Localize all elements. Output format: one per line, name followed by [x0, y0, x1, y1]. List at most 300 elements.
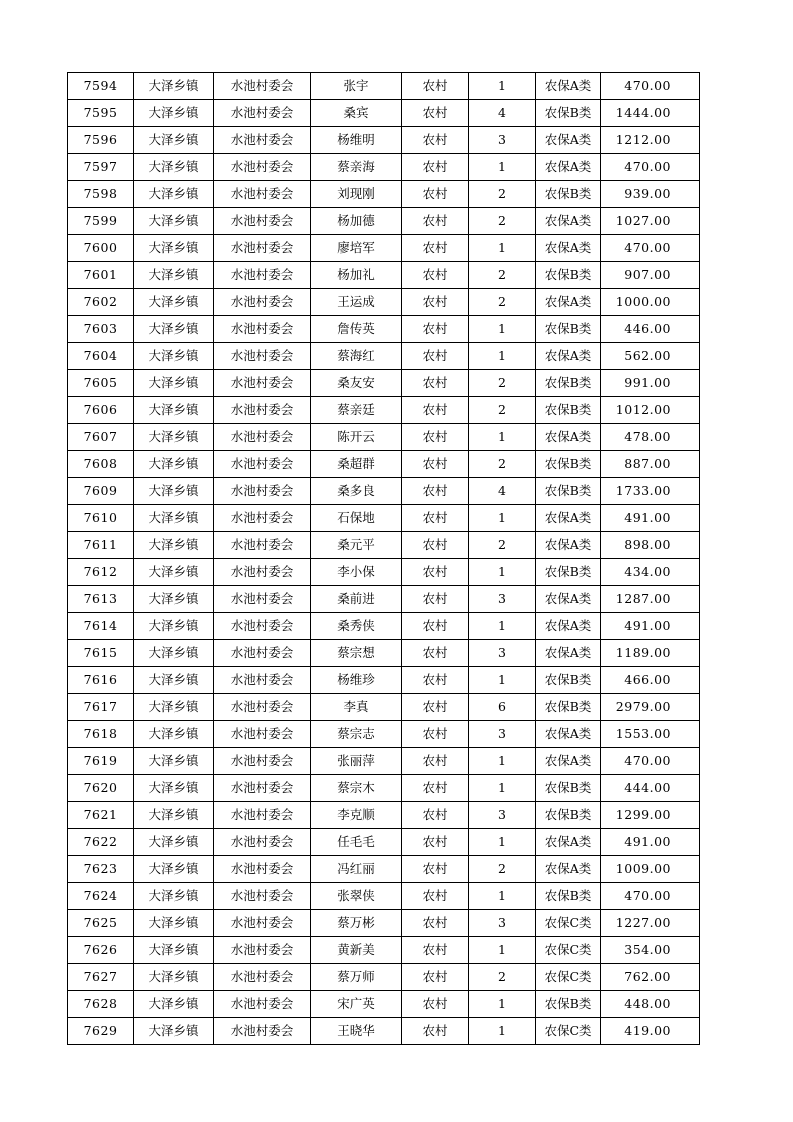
family-size-cell: 2 — [469, 397, 536, 424]
household-type-cell: 农村 — [402, 613, 469, 640]
amount-cell: 1027.00 — [601, 208, 700, 235]
household-type-cell: 农村 — [402, 964, 469, 991]
village-committee-cell: 水池村委会 — [214, 235, 311, 262]
village-committee-cell: 水池村委会 — [214, 181, 311, 208]
insurance-category-cell: 农保B类 — [536, 883, 601, 910]
amount-cell: 562.00 — [601, 343, 700, 370]
insurance-category-cell: 农保A类 — [536, 640, 601, 667]
amount-cell: 478.00 — [601, 424, 700, 451]
person-name-cell: 詹传英 — [311, 316, 402, 343]
family-size-cell: 1 — [469, 829, 536, 856]
record-id-cell: 7618 — [68, 721, 134, 748]
township-cell: 大泽乡镇 — [134, 208, 214, 235]
township-cell: 大泽乡镇 — [134, 586, 214, 613]
person-name-cell: 蔡宗志 — [311, 721, 402, 748]
village-committee-cell: 水池村委会 — [214, 316, 311, 343]
record-id-cell: 7599 — [68, 208, 134, 235]
amount-cell: 466.00 — [601, 667, 700, 694]
family-size-cell: 2 — [469, 262, 536, 289]
amount-cell: 491.00 — [601, 613, 700, 640]
household-type-cell: 农村 — [402, 100, 469, 127]
amount-cell: 491.00 — [601, 505, 700, 532]
household-type-cell: 农村 — [402, 559, 469, 586]
table-row — [68, 505, 700, 532]
amount-cell: 491.00 — [601, 829, 700, 856]
village-committee-cell: 水池村委会 — [214, 208, 311, 235]
insurance-category-cell: 农保B类 — [536, 694, 601, 721]
person-name-cell: 廖培军 — [311, 235, 402, 262]
village-committee-cell: 水池村委会 — [214, 802, 311, 829]
amount-cell: 470.00 — [601, 883, 700, 910]
township-cell: 大泽乡镇 — [134, 316, 214, 343]
village-committee-cell: 水池村委会 — [214, 883, 311, 910]
record-id-cell: 7616 — [68, 667, 134, 694]
person-name-cell: 蔡万师 — [311, 964, 402, 991]
record-id-cell: 7598 — [68, 181, 134, 208]
family-size-cell: 2 — [469, 181, 536, 208]
household-type-cell: 农村 — [402, 181, 469, 208]
person-name-cell: 李克顺 — [311, 802, 402, 829]
amount-cell: 470.00 — [601, 748, 700, 775]
family-size-cell: 4 — [469, 100, 536, 127]
family-size-cell: 2 — [469, 451, 536, 478]
village-committee-cell: 水池村委会 — [214, 613, 311, 640]
village-committee-cell: 水池村委会 — [214, 127, 311, 154]
insurance-category-cell: 农保A类 — [536, 127, 601, 154]
insurance-category-cell: 农保B类 — [536, 802, 601, 829]
insurance-category-cell: 农保C类 — [536, 910, 601, 937]
township-cell: 大泽乡镇 — [134, 802, 214, 829]
record-id-cell: 7621 — [68, 802, 134, 829]
table-row — [68, 73, 700, 100]
insurance-category-cell: 农保A类 — [536, 235, 601, 262]
person-name-cell: 蔡万彬 — [311, 910, 402, 937]
table-row — [68, 154, 700, 181]
township-cell: 大泽乡镇 — [134, 721, 214, 748]
person-name-cell: 蔡海红 — [311, 343, 402, 370]
township-cell: 大泽乡镇 — [134, 775, 214, 802]
village-committee-cell: 水池村委会 — [214, 424, 311, 451]
person-name-cell: 蔡亲海 — [311, 154, 402, 181]
table-row — [68, 289, 700, 316]
household-type-cell: 农村 — [402, 424, 469, 451]
amount-cell: 448.00 — [601, 991, 700, 1018]
amount-cell: 887.00 — [601, 451, 700, 478]
township-cell: 大泽乡镇 — [134, 289, 214, 316]
household-type-cell: 农村 — [402, 829, 469, 856]
family-size-cell: 3 — [469, 640, 536, 667]
family-size-cell: 2 — [469, 532, 536, 559]
household-type-cell: 农村 — [402, 775, 469, 802]
table-row — [68, 1018, 700, 1045]
insurance-category-cell: 农保B类 — [536, 559, 601, 586]
table-row — [68, 667, 700, 694]
amount-cell: 2979.00 — [601, 694, 700, 721]
amount-cell: 1212.00 — [601, 127, 700, 154]
village-committee-cell: 水池村委会 — [214, 775, 311, 802]
amount-cell: 991.00 — [601, 370, 700, 397]
family-size-cell: 1 — [469, 154, 536, 181]
township-cell: 大泽乡镇 — [134, 910, 214, 937]
insurance-category-cell: 农保A类 — [536, 343, 601, 370]
insurance-category-cell: 农保B类 — [536, 316, 601, 343]
township-cell: 大泽乡镇 — [134, 856, 214, 883]
township-cell: 大泽乡镇 — [134, 937, 214, 964]
village-committee-cell: 水池村委会 — [214, 478, 311, 505]
person-name-cell: 桑前进 — [311, 586, 402, 613]
record-id-cell: 7595 — [68, 100, 134, 127]
amount-cell: 419.00 — [601, 1018, 700, 1045]
amount-cell: 907.00 — [601, 262, 700, 289]
family-size-cell: 1 — [469, 424, 536, 451]
family-size-cell: 1 — [469, 991, 536, 1018]
person-name-cell: 蔡宗木 — [311, 775, 402, 802]
person-name-cell: 冯红丽 — [311, 856, 402, 883]
township-cell: 大泽乡镇 — [134, 694, 214, 721]
village-committee-cell: 水池村委会 — [214, 262, 311, 289]
insurance-category-cell: 农保B类 — [536, 262, 601, 289]
family-size-cell: 3 — [469, 910, 536, 937]
village-committee-cell: 水池村委会 — [214, 532, 311, 559]
amount-cell: 1009.00 — [601, 856, 700, 883]
household-type-cell: 农村 — [402, 667, 469, 694]
village-committee-cell: 水池村委会 — [214, 721, 311, 748]
table-row — [68, 910, 700, 937]
record-id-cell: 7628 — [68, 991, 134, 1018]
person-name-cell: 宋广英 — [311, 991, 402, 1018]
table-row — [68, 964, 700, 991]
insurance-category-cell: 农保B类 — [536, 991, 601, 1018]
township-cell: 大泽乡镇 — [134, 829, 214, 856]
family-size-cell: 4 — [469, 478, 536, 505]
person-name-cell: 杨加礼 — [311, 262, 402, 289]
township-cell: 大泽乡镇 — [134, 505, 214, 532]
family-size-cell: 1 — [469, 1018, 536, 1045]
table-row — [68, 451, 700, 478]
amount-cell: 1000.00 — [601, 289, 700, 316]
amount-cell: 939.00 — [601, 181, 700, 208]
insurance-category-cell: 农保B类 — [536, 451, 601, 478]
family-size-cell: 3 — [469, 802, 536, 829]
person-name-cell: 任毛毛 — [311, 829, 402, 856]
table-row — [68, 829, 700, 856]
insurance-category-cell: 农保B类 — [536, 478, 601, 505]
amount-cell: 1299.00 — [601, 802, 700, 829]
insurance-category-cell: 农保A类 — [536, 154, 601, 181]
amount-cell: 1733.00 — [601, 478, 700, 505]
township-cell: 大泽乡镇 — [134, 613, 214, 640]
table-row — [68, 100, 700, 127]
township-cell: 大泽乡镇 — [134, 964, 214, 991]
record-id-cell: 7607 — [68, 424, 134, 451]
household-type-cell: 农村 — [402, 235, 469, 262]
household-type-cell: 农村 — [402, 316, 469, 343]
table-row — [68, 802, 700, 829]
household-type-cell: 农村 — [402, 640, 469, 667]
household-type-cell: 农村 — [402, 910, 469, 937]
household-type-cell: 农村 — [402, 991, 469, 1018]
household-type-cell: 农村 — [402, 208, 469, 235]
table-row — [68, 991, 700, 1018]
household-type-cell: 农村 — [402, 1018, 469, 1045]
amount-cell: 354.00 — [601, 937, 700, 964]
insurance-category-cell: 农保B类 — [536, 397, 601, 424]
township-cell: 大泽乡镇 — [134, 127, 214, 154]
record-id-cell: 7617 — [68, 694, 134, 721]
village-committee-cell: 水池村委会 — [214, 586, 311, 613]
township-cell: 大泽乡镇 — [134, 343, 214, 370]
record-id-cell: 7596 — [68, 127, 134, 154]
table-row — [68, 370, 700, 397]
household-type-cell: 农村 — [402, 694, 469, 721]
amount-cell: 444.00 — [601, 775, 700, 802]
record-id-cell: 7619 — [68, 748, 134, 775]
insurance-category-cell: 农保B类 — [536, 181, 601, 208]
family-size-cell: 1 — [469, 937, 536, 964]
person-name-cell: 张宇 — [311, 73, 402, 100]
amount-cell: 434.00 — [601, 559, 700, 586]
person-name-cell: 杨维珍 — [311, 667, 402, 694]
person-name-cell: 桑多良 — [311, 478, 402, 505]
village-committee-cell: 水池村委会 — [214, 154, 311, 181]
household-type-cell: 农村 — [402, 505, 469, 532]
record-id-cell: 7612 — [68, 559, 134, 586]
village-committee-cell: 水池村委会 — [214, 343, 311, 370]
table-row — [68, 694, 700, 721]
household-type-cell: 农村 — [402, 478, 469, 505]
village-committee-cell: 水池村委会 — [214, 667, 311, 694]
village-committee-cell: 水池村委会 — [214, 856, 311, 883]
person-name-cell: 陈开云 — [311, 424, 402, 451]
household-type-cell: 农村 — [402, 532, 469, 559]
village-committee-cell: 水池村委会 — [214, 964, 311, 991]
township-cell: 大泽乡镇 — [134, 235, 214, 262]
record-id-cell: 7609 — [68, 478, 134, 505]
person-name-cell: 桑秀侠 — [311, 613, 402, 640]
record-id-cell: 7626 — [68, 937, 134, 964]
family-size-cell: 2 — [469, 208, 536, 235]
person-name-cell: 王运成 — [311, 289, 402, 316]
family-size-cell: 1 — [469, 316, 536, 343]
township-cell: 大泽乡镇 — [134, 154, 214, 181]
amount-cell: 446.00 — [601, 316, 700, 343]
roster-body — [68, 73, 700, 1045]
village-committee-cell: 水池村委会 — [214, 505, 311, 532]
household-type-cell: 农村 — [402, 343, 469, 370]
insurance-category-cell: 农保A类 — [536, 613, 601, 640]
insurance-category-cell: 农保C类 — [536, 964, 601, 991]
amount-cell: 1012.00 — [601, 397, 700, 424]
township-cell: 大泽乡镇 — [134, 748, 214, 775]
village-committee-cell: 水池村委会 — [214, 829, 311, 856]
person-name-cell: 蔡亲廷 — [311, 397, 402, 424]
household-type-cell: 农村 — [402, 802, 469, 829]
person-name-cell: 张丽萍 — [311, 748, 402, 775]
family-size-cell: 1 — [469, 667, 536, 694]
household-type-cell: 农村 — [402, 73, 469, 100]
insurance-category-cell: 农保A类 — [536, 748, 601, 775]
family-size-cell: 2 — [469, 856, 536, 883]
person-name-cell: 杨加德 — [311, 208, 402, 235]
village-committee-cell: 水池村委会 — [214, 694, 311, 721]
household-type-cell: 农村 — [402, 856, 469, 883]
record-id-cell: 7624 — [68, 883, 134, 910]
township-cell: 大泽乡镇 — [134, 1018, 214, 1045]
record-id-cell: 7629 — [68, 1018, 134, 1045]
township-cell: 大泽乡镇 — [134, 532, 214, 559]
table-row — [68, 478, 700, 505]
village-committee-cell: 水池村委会 — [214, 370, 311, 397]
record-id-cell: 7597 — [68, 154, 134, 181]
household-type-cell: 农村 — [402, 289, 469, 316]
family-size-cell: 3 — [469, 721, 536, 748]
insurance-category-cell: 农保B类 — [536, 100, 601, 127]
record-id-cell: 7601 — [68, 262, 134, 289]
table-row — [68, 262, 700, 289]
person-name-cell: 桑元平 — [311, 532, 402, 559]
insurance-category-cell: 农保A类 — [536, 289, 601, 316]
township-cell: 大泽乡镇 — [134, 640, 214, 667]
amount-cell: 1189.00 — [601, 640, 700, 667]
roster-table — [67, 72, 700, 1045]
village-committee-cell: 水池村委会 — [214, 73, 311, 100]
township-cell: 大泽乡镇 — [134, 100, 214, 127]
amount-cell: 470.00 — [601, 235, 700, 262]
person-name-cell: 杨维明 — [311, 127, 402, 154]
family-size-cell: 2 — [469, 289, 536, 316]
township-cell: 大泽乡镇 — [134, 424, 214, 451]
family-size-cell: 1 — [469, 613, 536, 640]
township-cell: 大泽乡镇 — [134, 262, 214, 289]
record-id-cell: 7608 — [68, 451, 134, 478]
household-type-cell: 农村 — [402, 883, 469, 910]
village-committee-cell: 水池村委会 — [214, 397, 311, 424]
family-size-cell: 1 — [469, 235, 536, 262]
record-id-cell: 7604 — [68, 343, 134, 370]
family-size-cell: 1 — [469, 748, 536, 775]
table-row — [68, 127, 700, 154]
township-cell: 大泽乡镇 — [134, 451, 214, 478]
village-committee-cell: 水池村委会 — [214, 451, 311, 478]
village-committee-cell: 水池村委会 — [214, 559, 311, 586]
family-size-cell: 3 — [469, 586, 536, 613]
table-row — [68, 856, 700, 883]
table-row — [68, 532, 700, 559]
family-size-cell: 1 — [469, 343, 536, 370]
insurance-category-cell: 农保A类 — [536, 424, 601, 451]
village-committee-cell: 水池村委会 — [214, 640, 311, 667]
household-type-cell: 农村 — [402, 721, 469, 748]
person-name-cell: 桑超群 — [311, 451, 402, 478]
person-name-cell: 李小保 — [311, 559, 402, 586]
table-row — [68, 883, 700, 910]
family-size-cell: 1 — [469, 73, 536, 100]
family-size-cell: 1 — [469, 559, 536, 586]
family-size-cell: 1 — [469, 775, 536, 802]
township-cell: 大泽乡镇 — [134, 559, 214, 586]
record-id-cell: 7620 — [68, 775, 134, 802]
table-row — [68, 181, 700, 208]
township-cell: 大泽乡镇 — [134, 397, 214, 424]
insurance-category-cell: 农保A类 — [536, 856, 601, 883]
table-row — [68, 640, 700, 667]
person-name-cell: 石保地 — [311, 505, 402, 532]
table-row — [68, 613, 700, 640]
table-row — [68, 424, 700, 451]
person-name-cell: 桑宾 — [311, 100, 402, 127]
record-id-cell: 7614 — [68, 613, 134, 640]
insurance-category-cell: 农保B类 — [536, 667, 601, 694]
insurance-category-cell: 农保B类 — [536, 775, 601, 802]
family-size-cell: 1 — [469, 883, 536, 910]
family-size-cell: 2 — [469, 964, 536, 991]
household-type-cell: 农村 — [402, 586, 469, 613]
insurance-category-cell: 农保B类 — [536, 370, 601, 397]
village-committee-cell: 水池村委会 — [214, 1018, 311, 1045]
person-name-cell: 蔡宗想 — [311, 640, 402, 667]
record-id-cell: 7615 — [68, 640, 134, 667]
township-cell: 大泽乡镇 — [134, 883, 214, 910]
village-committee-cell: 水池村委会 — [214, 289, 311, 316]
household-type-cell: 农村 — [402, 748, 469, 775]
township-cell: 大泽乡镇 — [134, 73, 214, 100]
person-name-cell: 黄新美 — [311, 937, 402, 964]
amount-cell: 470.00 — [601, 154, 700, 181]
insurance-category-cell: 农保A类 — [536, 505, 601, 532]
household-type-cell: 农村 — [402, 127, 469, 154]
family-size-cell: 6 — [469, 694, 536, 721]
record-id-cell: 7610 — [68, 505, 134, 532]
person-name-cell: 桑友安 — [311, 370, 402, 397]
amount-cell: 762.00 — [601, 964, 700, 991]
table-row — [68, 748, 700, 775]
township-cell: 大泽乡镇 — [134, 991, 214, 1018]
household-type-cell: 农村 — [402, 397, 469, 424]
amount-cell: 898.00 — [601, 532, 700, 559]
insurance-category-cell: 农保A类 — [536, 532, 601, 559]
family-size-cell: 1 — [469, 505, 536, 532]
table-row — [68, 208, 700, 235]
record-id-cell: 7623 — [68, 856, 134, 883]
record-id-cell: 7606 — [68, 397, 134, 424]
record-id-cell: 7622 — [68, 829, 134, 856]
household-type-cell: 农村 — [402, 154, 469, 181]
record-id-cell: 7625 — [68, 910, 134, 937]
insurance-category-cell: 农保A类 — [536, 73, 601, 100]
insurance-category-cell: 农保C类 — [536, 1018, 601, 1045]
township-cell: 大泽乡镇 — [134, 181, 214, 208]
household-type-cell: 农村 — [402, 370, 469, 397]
village-committee-cell: 水池村委会 — [214, 748, 311, 775]
insurance-category-cell: 农保C类 — [536, 937, 601, 964]
village-committee-cell: 水池村委会 — [214, 991, 311, 1018]
township-cell: 大泽乡镇 — [134, 370, 214, 397]
person-name-cell: 王晓华 — [311, 1018, 402, 1045]
amount-cell: 1287.00 — [601, 586, 700, 613]
village-committee-cell: 水池村委会 — [214, 910, 311, 937]
table-row — [68, 343, 700, 370]
record-id-cell: 7613 — [68, 586, 134, 613]
table-row — [68, 235, 700, 262]
village-committee-cell: 水池村委会 — [214, 100, 311, 127]
township-cell: 大泽乡镇 — [134, 667, 214, 694]
amount-cell: 1553.00 — [601, 721, 700, 748]
record-id-cell: 7611 — [68, 532, 134, 559]
record-id-cell: 7605 — [68, 370, 134, 397]
record-id-cell: 7603 — [68, 316, 134, 343]
family-size-cell: 2 — [469, 370, 536, 397]
table-row — [68, 937, 700, 964]
